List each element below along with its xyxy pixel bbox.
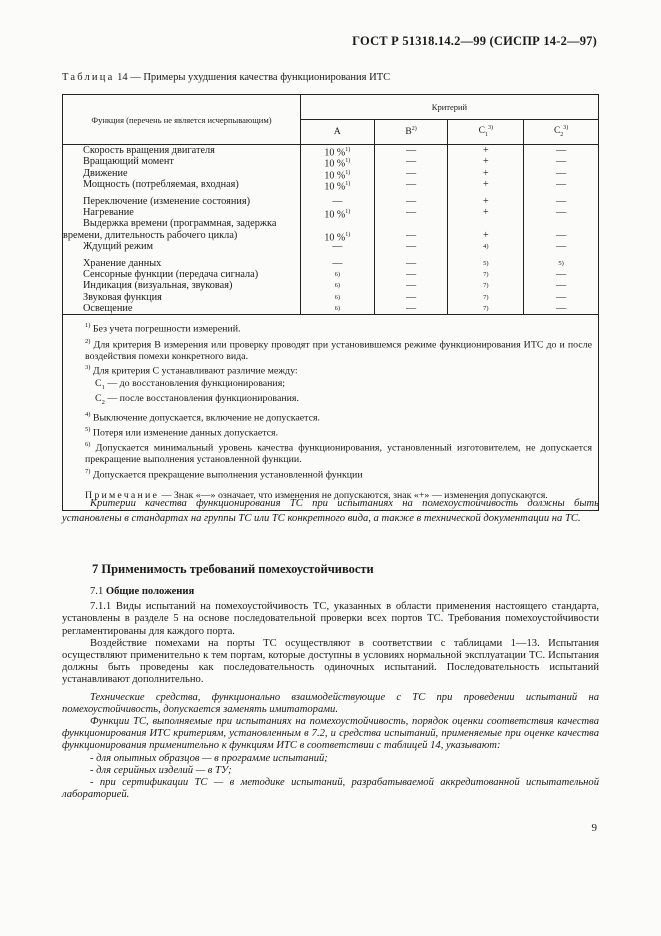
subsection-heading [62, 586, 599, 598]
table-caption-text: 14 — Примеры ухудшения качества функционирования ИТС [114, 72, 391, 83]
function-cell: Хранение данных [83, 257, 162, 269]
criterion-cell-c1 [448, 218, 523, 229]
footnote-text: — до восстановления функционирования; [104, 377, 285, 389]
criterion-value: + [483, 167, 489, 179]
criterion-cell-c2 [524, 230, 598, 241]
list-item: - при сертификации ТС — в методике испытаний, разрабатываемой аккредитованной испытательной лабораторией. [62, 777, 599, 801]
criterion-value: + [483, 156, 489, 168]
criterion-value: 7) [483, 282, 489, 290]
criterion-cell-b [375, 179, 448, 190]
criterion-cell-c1 [448, 303, 523, 314]
crit-b-column [374, 145, 448, 315]
criterion-value: 4) [483, 243, 489, 251]
criterion-cell-c1 [448, 241, 523, 252]
criterion-cell-a [301, 269, 374, 280]
criterion-value: — [406, 241, 417, 253]
criterion-value: — [332, 257, 343, 269]
footnote-text: Допускается минимальный уровень качества функционирования, установленный изготовителем, не допускается прекращение выполнения установленной функции. [85, 442, 592, 466]
criterion-value: — [406, 179, 417, 191]
criterion-cell-c1 [448, 156, 523, 167]
paragraph-ports: Воздействие помехами на порты ТС осуществляют в соответствии с таблицами 1—13. Испытания осуществляют применительно к тем портам, которые доступны в условиях нормальной эксплуатации ТС. Испытания должны быть проведены как последовательность одиночных испытаний. Последовательность испытаний устанавливают дополнительно. [62, 637, 599, 686]
criterion-cell-c2 [524, 292, 598, 303]
criterion-cell-b [375, 258, 448, 269]
criterion-value: 10 % [324, 232, 346, 244]
criterion-value: + [483, 229, 489, 241]
criterion-cell-c1 [448, 230, 523, 241]
criterion-value: — [556, 156, 567, 168]
table-caption [62, 72, 390, 83]
criterion-value: 7) [483, 293, 489, 301]
function-cell: Сенсорные функции (передача сигнала) [83, 268, 259, 280]
criterion-value: — [332, 241, 343, 253]
subsection-title: Общие положения [105, 586, 195, 597]
criterion-value: — [556, 291, 567, 303]
criterion-cell-c1 [448, 145, 523, 156]
crit-b-sup: 2) [411, 126, 417, 133]
col-crit-a [300, 120, 374, 145]
criterion-value: — [406, 167, 417, 179]
footnote-5 [71, 424, 592, 439]
criterion-footnote-mark: 1) [345, 208, 351, 215]
footnote-sub: 1 [101, 383, 105, 391]
criterion-cell-a [301, 292, 374, 303]
criterion-value: 6) [334, 270, 341, 278]
footnote-mark: 4) [85, 411, 91, 419]
list-item: - для серийных изделий — в ТУ; [90, 764, 232, 776]
criterion-cell-c2 [524, 241, 598, 252]
function-cell: Освещение [83, 303, 133, 315]
footnote-text: — после восстановления функционирования. [104, 393, 299, 405]
function-cell: времени, длительность рабочего цикла) [63, 229, 238, 241]
footnote-3b [71, 393, 592, 409]
criterion-cell-b [375, 168, 448, 179]
criterion-value: 7) [483, 305, 489, 313]
criterion-cell-b [375, 269, 448, 280]
function-cell: Переключение (изменение состояния) [83, 195, 251, 207]
criterion-cell-b [375, 218, 448, 229]
criterion-cell-b [375, 145, 448, 156]
criterion-cell-a [301, 258, 374, 269]
remark-text: — Знак «—» означает, что изменения не допускаются, знак «+» — изменения допускаются. [159, 490, 548, 502]
criterion-cell-a [301, 207, 374, 221]
criterion-cell-c2 [524, 179, 598, 190]
col-function-header: Функция (перечень не является исчерпывающим) [63, 95, 301, 145]
crit-c1-sup: 3) [488, 125, 494, 132]
criterion-cell-a [301, 156, 374, 170]
criterion-cell-c1 [448, 168, 523, 179]
footnote-text: Для критерия С устанавливают различие между: [90, 365, 298, 377]
paragraph-7-1-1: 7.1.1 Виды испытаний на помехоустойчивость ТС, указанных в области применения настоящего стандарта, установлены в разделе 5 на основе последовательной проверки всех портов ТС. Требования помехоустойчивости регламентированы для каждого порта. [62, 601, 599, 637]
footnote-mark: 6) [85, 441, 91, 449]
function-cell: Мощность (потребляемая, входная) [83, 179, 239, 191]
criterion-cell-b [375, 241, 448, 252]
criterion-footnote-mark: 1) [345, 158, 351, 165]
criterion-value: 10 % [324, 147, 346, 159]
criterion-value: — [406, 195, 417, 207]
function-cell: Ждущий режим [83, 241, 153, 253]
criterion-cell-a [301, 196, 374, 207]
criterion-value: 6) [334, 293, 341, 301]
document-code: ГОСТ Р 51318.14.2—99 (СИСПР 14-2—97) [352, 34, 597, 48]
criterion-cell-c1 [448, 292, 523, 303]
footnote-text: Выключение допускается, включение не допускается. [90, 412, 320, 424]
criterion-cell-b [375, 196, 448, 207]
crit-c2-sup: 3) [563, 125, 569, 132]
criterion-value: — [406, 145, 417, 156]
criterion-cell-b [375, 230, 448, 241]
function-cell: Вращающий момент [83, 156, 174, 168]
footnote-text: Для критерия В измерения или проверку проводят при установившемся режиме функционирования ИТС до и после воздействия помехи конкретного вида. [85, 338, 592, 362]
footnote-symbol: С [95, 377, 102, 389]
remark-label: Примечание [85, 490, 160, 502]
degradation-table [62, 94, 599, 511]
criterion-cell-c2 [524, 145, 598, 156]
crit-a-column [300, 145, 374, 315]
criteria-paragraph: Критерии качества функционирования ТС при испытаниях на помехоустойчивость должны быть установлены в стандартах на группы ТС или ТС конкретного вида, а также в технической документации на ТС. [62, 498, 599, 525]
page-number: 9 [591, 822, 597, 834]
footnote-mark: 3) [85, 364, 91, 372]
criterion-cell-b [375, 280, 448, 291]
criterion-value: — [556, 167, 567, 179]
criterion-cell-a [301, 241, 374, 252]
criterion-footnote-mark: 1) [345, 231, 351, 238]
criterion-cell-a [301, 280, 374, 291]
criterion-cell-c2 [524, 207, 598, 218]
footnote-1 [71, 320, 592, 335]
footnote-sub: 2 [101, 399, 105, 407]
criterion-cell-c2 [524, 303, 598, 314]
criterion-value: — [556, 179, 567, 191]
criterion-value: — [406, 229, 417, 241]
criterion-cell-a [301, 145, 374, 159]
criterion-value: 6) [334, 282, 341, 290]
footnote-symbol: С [95, 393, 102, 405]
footnote-3 [71, 362, 592, 377]
footnote-text: Допускается прекращение выполнения установленной функции [90, 469, 363, 481]
criterion-value: — [556, 268, 567, 280]
criterion-footnote-mark: 1) [345, 169, 351, 176]
criterion-value: — [332, 195, 343, 207]
criterion-value: + [483, 195, 489, 207]
criterion-value: — [406, 268, 417, 280]
crit-a-label: A [333, 127, 341, 137]
function-cell: Звуковая функция [83, 291, 162, 303]
footnote-7 [71, 466, 592, 481]
crit-b-label: B [405, 127, 412, 138]
function-cell: Движение [83, 167, 128, 179]
criterion-value: — [406, 303, 417, 315]
criterion-value: 7) [483, 270, 489, 278]
criterion-value: — [406, 280, 417, 292]
criterion-cell-c1 [448, 179, 523, 190]
subsection-number: 7.1 [90, 586, 106, 597]
table-notes [63, 315, 599, 511]
criterion-cell-c1 [448, 196, 523, 207]
criterion-cell-c2 [524, 280, 598, 291]
criterion-value: — [556, 241, 567, 253]
criterion-cell-b [375, 292, 448, 303]
criterion-cell-c2 [524, 218, 598, 229]
crit-c1-label: C [478, 126, 486, 137]
criterion-cell-a [301, 168, 374, 182]
criterion-value: — [556, 229, 567, 241]
crit-c1-column [448, 145, 524, 315]
function-cell: Индикация (визуальная, звуковая) [83, 280, 233, 292]
criterion-value: 5) [483, 259, 489, 267]
footnote-mark: 5) [85, 426, 91, 434]
criterion-cell-b [375, 207, 448, 218]
function-column [63, 145, 301, 315]
criterion-value: — [556, 303, 567, 315]
criterion-value: — [556, 145, 567, 156]
criterion-cell-c2 [524, 196, 598, 207]
footnote-6 [71, 439, 592, 466]
criterion-cell-b [375, 303, 448, 314]
col-crit-b [374, 120, 448, 145]
criterion-value: — [556, 206, 567, 218]
criterion-cell-c1 [448, 207, 523, 218]
function-cell: Нагревание [83, 206, 134, 218]
function-cell: Выдержка времени (программная, задержка [83, 218, 277, 230]
criterion-cell-c2 [524, 156, 598, 167]
criterion-cell-c1 [448, 258, 523, 269]
col-crit-c1 [448, 120, 524, 145]
criterion-cell-c2 [524, 168, 598, 179]
function-cell: Скорость вращения двигателя [83, 145, 215, 156]
criterion-cell-a [301, 179, 374, 193]
footnote-mark: 7) [85, 468, 91, 476]
criterion-value: — [406, 156, 417, 168]
criterion-cell-c2 [524, 258, 598, 269]
table-caption-label: Таблица [62, 72, 115, 83]
crit-c2-sub: 2 [560, 132, 564, 139]
criterion-footnote-mark: 1) [345, 181, 351, 188]
criterion-cell-c2 [524, 269, 598, 280]
criterion-value: + [483, 206, 489, 218]
col-crit-c2 [524, 120, 599, 145]
criterion-value: — [406, 257, 417, 269]
footnote-mark: 1) [85, 322, 91, 330]
criterion-cell-c1 [448, 280, 523, 291]
crit-c2-column [524, 145, 599, 315]
paragraph-functions: Функции ТС, выполняемые при испытаниях на помехоустойчивость, порядок оценки соответствия качества функционирования ИТС критериям, установленным в 7.2, и средства испытаний, применяемые при оценке качества функционирования применительно к функциям ИТС в соответствии с таблицей 14, указывают: [62, 716, 599, 752]
footnote-3a [71, 378, 592, 394]
crit-c1-sub: 1 [485, 132, 489, 139]
criterion-value: — [406, 206, 417, 218]
criterion-cell-c1 [448, 269, 523, 280]
section-body [62, 586, 599, 801]
criterion-value: 10 % [324, 158, 346, 170]
criterion-cell-b [375, 156, 448, 167]
criterion-cell-a [301, 303, 374, 314]
criterion-value: — [556, 195, 567, 207]
col-criterion-header: Критерий [300, 95, 598, 120]
criterion-value: — [556, 280, 567, 292]
criterion-value: 10 % [324, 170, 346, 182]
footnote-text: Без учета погрешности измерений. [90, 323, 241, 335]
crit-c2-label: C [553, 126, 561, 137]
criterion-value: + [483, 145, 489, 156]
criterion-value: — [406, 291, 417, 303]
criterion-footnote-mark: 1) [345, 147, 351, 153]
footnote-text: Потеря или изменение данных допускается. [90, 427, 279, 439]
criterion-value: 10 % [324, 181, 346, 193]
paragraph-simulators: Технические средства, функционально взаимодействующие с ТС при проведении испытаний на помехоустойчивость, допускается заменять имитаторами. [62, 691, 599, 715]
criterion-value: 6) [334, 305, 341, 313]
criterion-value: 10 % [324, 209, 346, 221]
footnote-mark: 2) [85, 337, 91, 345]
criterion-value: 5) [558, 259, 564, 267]
criterion-value: + [483, 179, 489, 191]
footnote-2 [71, 336, 592, 363]
footnote-4 [71, 409, 592, 424]
criterion-cell-a [301, 230, 374, 244]
section-title: 7 Применимость требований помехоустойчивости [92, 562, 374, 576]
list-item: - для опытных образцов — в программе испытаний; [90, 752, 328, 764]
